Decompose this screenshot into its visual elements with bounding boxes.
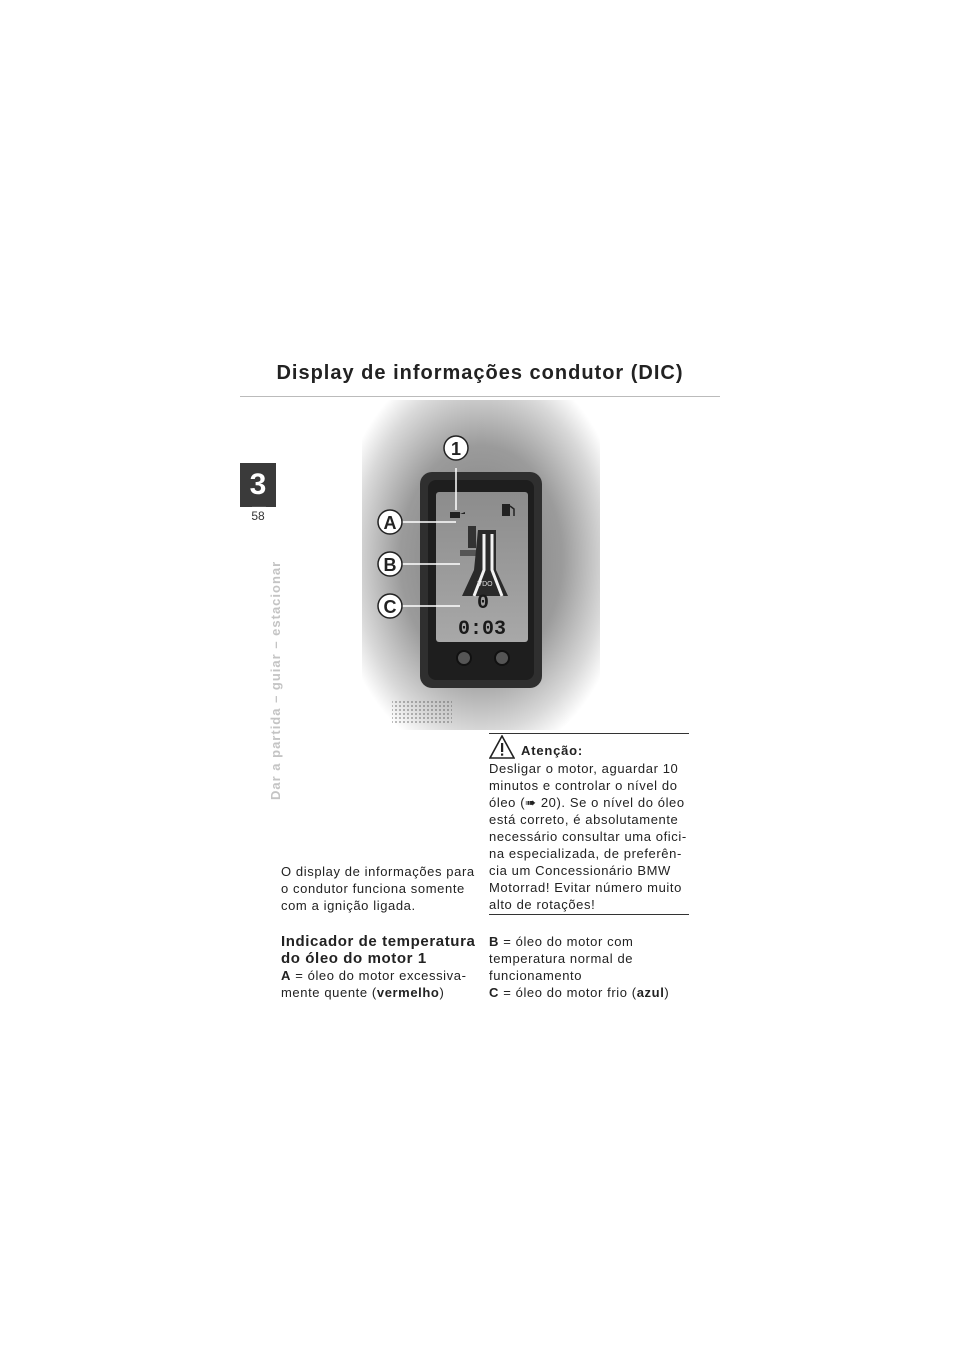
callout-1 xyxy=(444,436,468,460)
intro-paragraph: O display de informações para o condutor funciona somente com a ignição ligada. xyxy=(281,864,475,913)
callout-c xyxy=(378,594,402,618)
legend-b: B = óleo do motor com xyxy=(489,934,634,949)
title-divider xyxy=(240,396,720,397)
warning-bottom-rule xyxy=(489,914,689,915)
warning-line: Desligar o motor, aguardar 10 xyxy=(489,761,679,776)
warning-triangle-icon xyxy=(489,735,515,759)
legend-b-c: B = óleo do motor com temperatura normal de funcionamento C = óleo do motor frio (azul) xyxy=(489,933,689,1001)
warning-line: necessário consultar uma ofici- xyxy=(489,829,687,844)
svg-text:A: A xyxy=(383,513,397,533)
warning-body xyxy=(489,760,689,913)
legend-a: A = óleo do motor excessiva- mente quente (vermelho) xyxy=(281,968,467,1000)
warning-line: Motorrad! Evitar número muito xyxy=(489,880,682,895)
warning-header xyxy=(489,733,583,759)
warning-line: minutos e controlar o nível do xyxy=(489,778,678,793)
svg-text:C: C xyxy=(383,597,397,617)
warning-line: alto de rotações! xyxy=(489,897,596,912)
dic-photo xyxy=(362,400,600,730)
section-heading: Indicador de temperatura do óleo do motor 1 xyxy=(281,933,476,967)
callout-b xyxy=(378,552,402,576)
display-brand: VDO xyxy=(477,581,493,588)
dic-left-button xyxy=(457,651,471,665)
page-title: Display de informações condutor (DIC) xyxy=(276,362,684,384)
warning-line: está correto, é absolutamente xyxy=(489,812,679,827)
legend-c: C = óleo do motor frio (azul) xyxy=(489,985,670,1000)
svg-text:B: B xyxy=(383,555,397,575)
callout-a xyxy=(378,510,402,534)
dic-right-button xyxy=(495,651,509,665)
warning-title: Atenção: xyxy=(521,743,584,758)
page-number: 58 xyxy=(251,509,265,523)
clock-display: 0:03 xyxy=(457,618,507,641)
warning-line: cia um Concessionário BMW xyxy=(489,863,671,878)
svg-text:1: 1 xyxy=(450,439,462,459)
page-number-divider xyxy=(252,506,266,507)
section-side-label: Dar a partida – guiar – estacionar xyxy=(268,560,283,800)
chapter-tab: 3 xyxy=(240,463,276,507)
warning-line: óleo (➠ 20). Se o nível do óleo xyxy=(489,795,685,810)
gear-digit: 0 xyxy=(476,592,490,615)
warning-line: na especializada, de preferên- xyxy=(489,846,682,861)
